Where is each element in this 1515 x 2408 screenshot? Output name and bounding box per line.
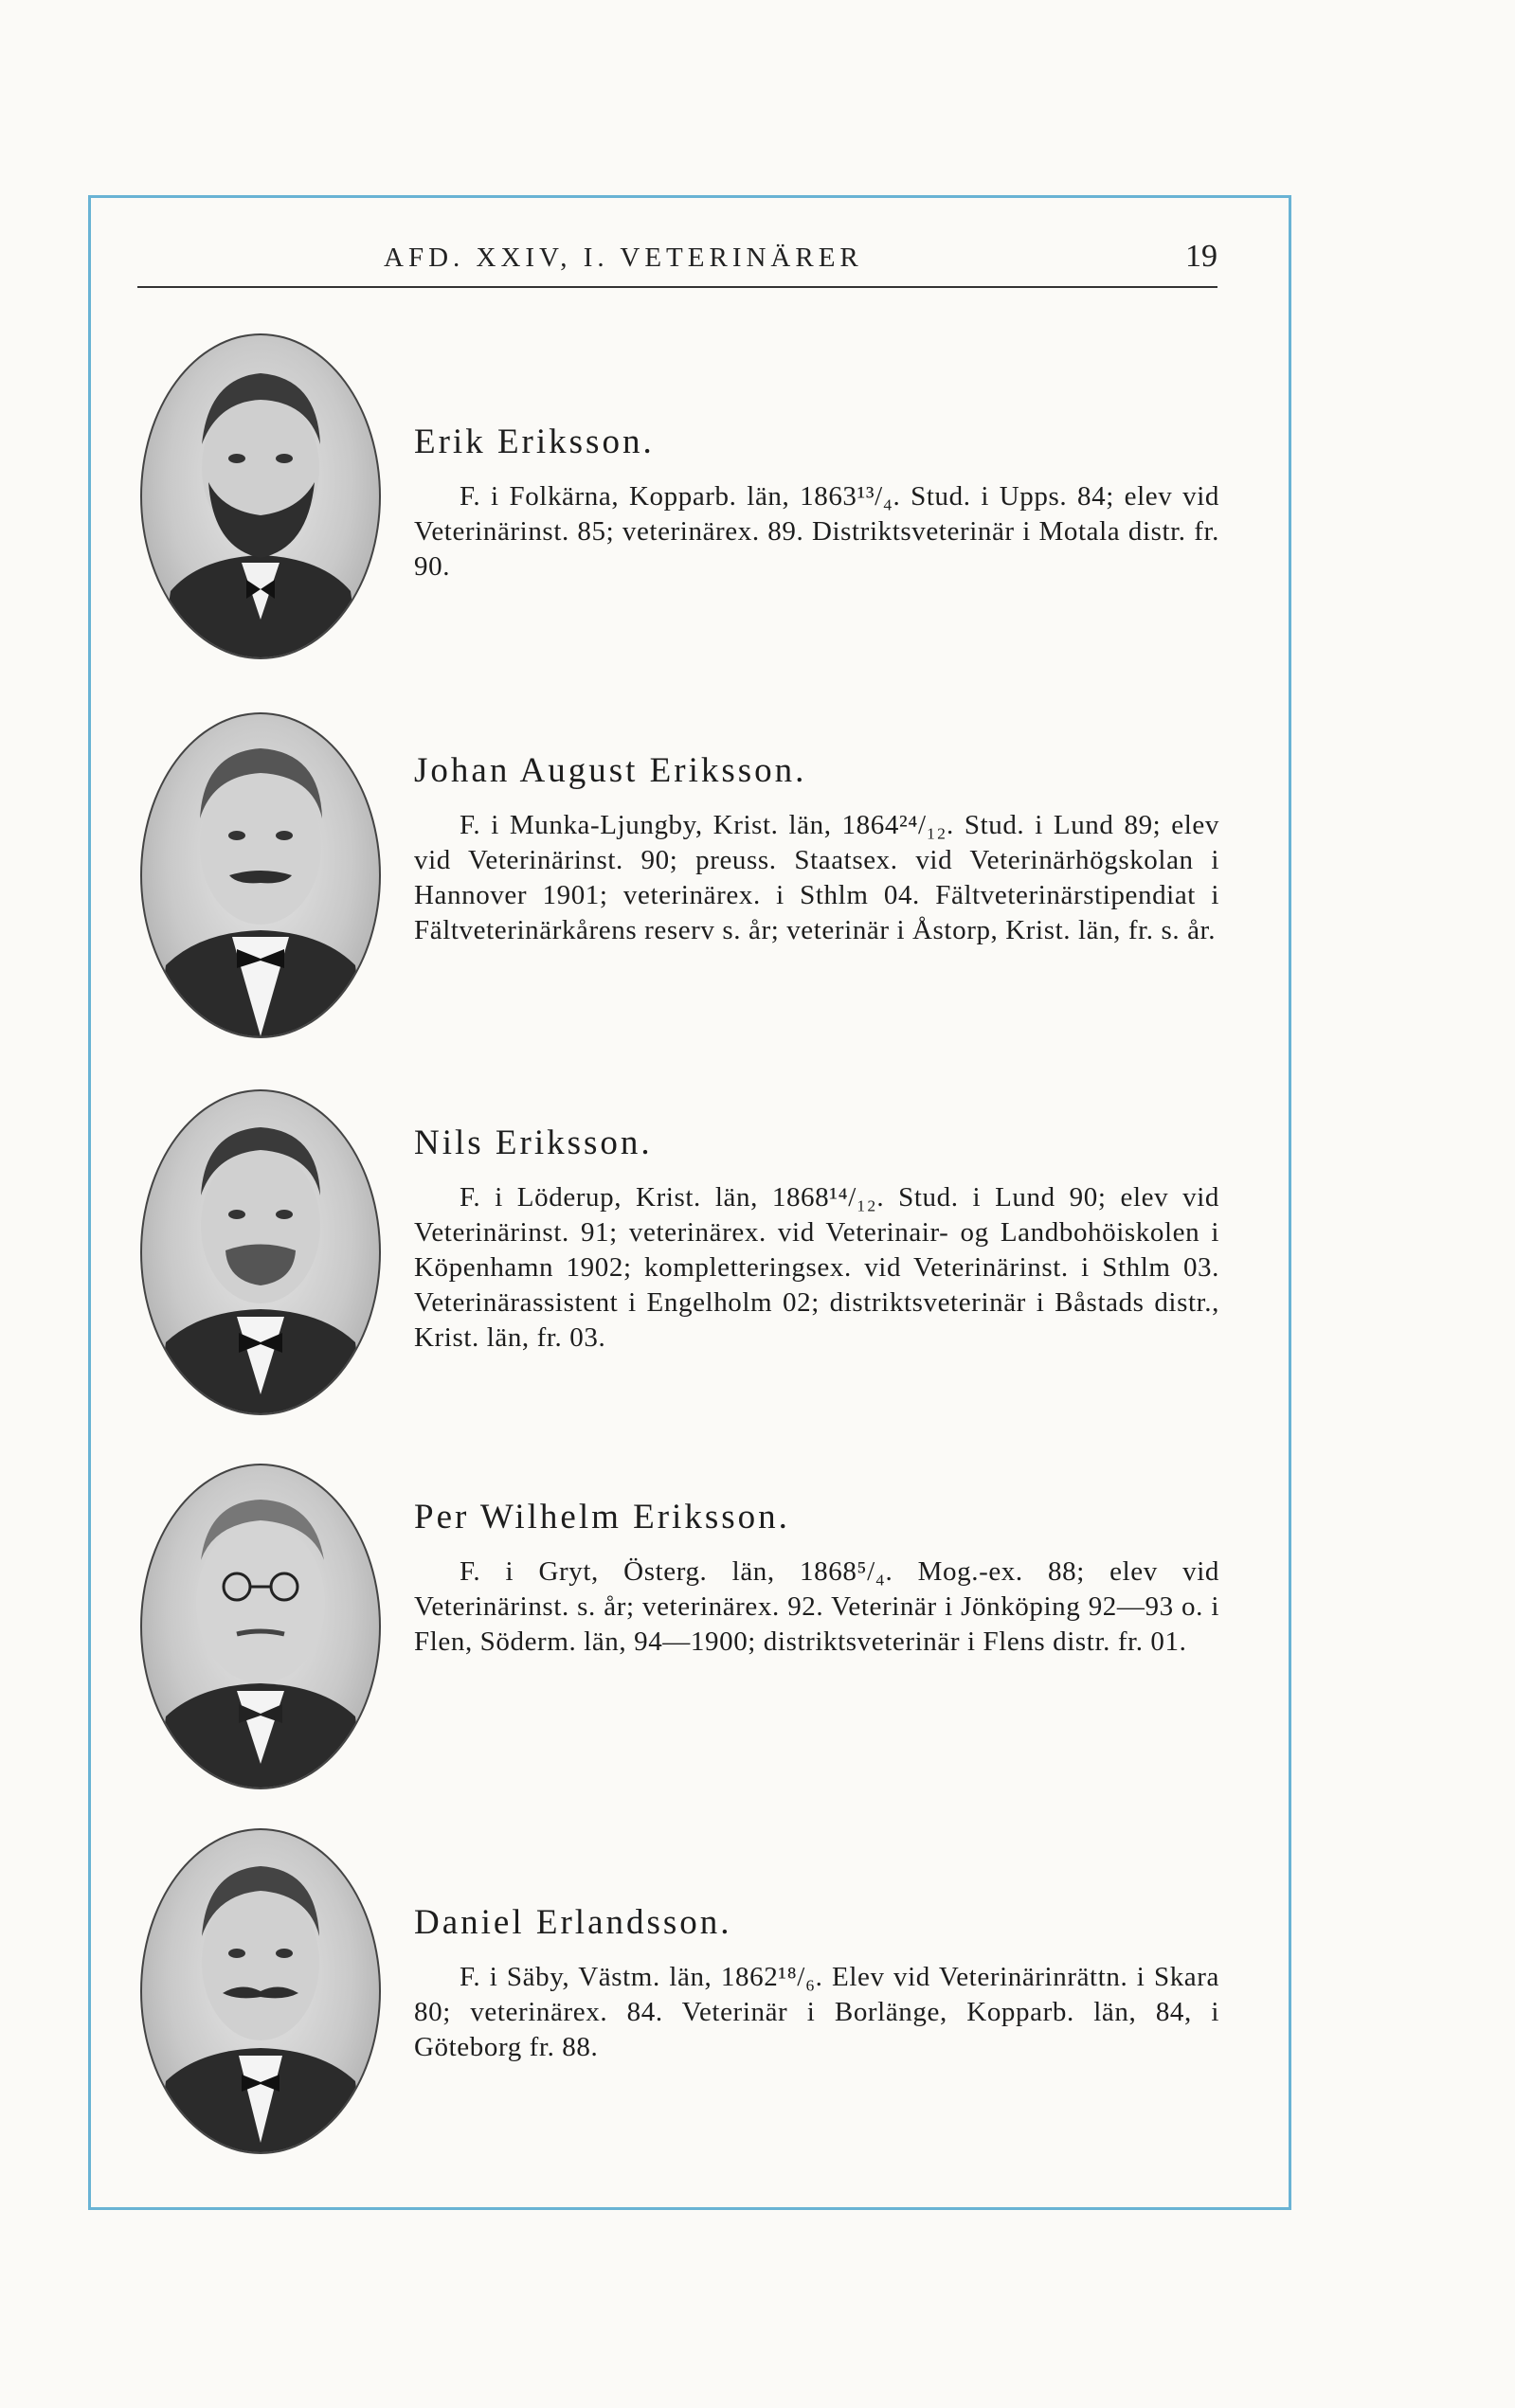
portrait-photo (140, 1464, 381, 1789)
portrait-illustration (142, 1830, 379, 2152)
entry-text (414, 750, 1219, 948)
person-bio: F. i Säby, Västm. län, 1862¹⁸/₆. Elev vid Veterinärinrättn. i Skara 80; veterinärex. 84. Veterinär i Borlänge, Kopparb. län, 84, i Göteborg fr. 88. (414, 1962, 1219, 2063)
person-bio: F. i Munka-Ljungby, Krist. län, 1864²⁴/₁₂. Stud. i Lund 89; elev vid Veterinärinst. 90; preuss. Staatsex. vid Veterinärhögskolan i Hannover 1901; veterinärex. i Sthlm 04. Fältveterinärstipendiat i Fältveterinärkårens reserv s. år; veterinär i Åstorp, Krist. län, fr. s. år. (414, 810, 1219, 946)
portrait-photo (140, 1089, 381, 1415)
person-name: Nils Eriksson. (414, 1123, 653, 1162)
person-name: Daniel Erlandsson. (414, 1903, 732, 1942)
entry-text (414, 1902, 1219, 2065)
person-name: Erik Eriksson. (414, 422, 655, 461)
person-bio: F. i Löderup, Krist. län, 1868¹⁴/₁₂. Stud. i Lund 90; elev vid Veterinärinst. 91; veterinärex. vid Veterinair- og Landbohöiskolen i Köpenhamn 1902; kompletteringsex. vid Veterinärinst. i Sthlm 03. Veterinärassistent i Engelholm 02; distriktsveterinär i Båstads distr., Krist. län, fr. 03. (414, 1182, 1219, 1354)
portrait-photo (140, 333, 381, 659)
entry-text (414, 422, 1219, 584)
page-number: 19 (1185, 239, 1217, 274)
portrait-illustration (142, 335, 379, 657)
portrait-illustration (142, 714, 379, 1036)
entry-text (414, 1123, 1219, 1357)
person-name: Johan August Eriksson. (414, 751, 807, 790)
running-head: AFD. XXIV, I. VETERINÄRER (384, 243, 863, 273)
portrait-illustration (142, 1091, 379, 1413)
entry-text (414, 1497, 1219, 1660)
person-bio: F. i Folkärna, Kopparb. län, 1863¹³/₄. Stud. i Upps. 84; elev vid Veterinärinst. 85; veterinärex. 89. Distriktsveterinär i Motala distr. fr. 90. (414, 481, 1219, 583)
portrait-photo (140, 712, 381, 1038)
portrait-photo (140, 1828, 381, 2154)
person-name: Per Wilhelm Eriksson. (414, 1498, 790, 1536)
portrait-illustration (142, 1465, 379, 1788)
person-bio: F. i Gryt, Österg. län, 1868⁵/₄. Mog.-ex. 88; elev vid Veterinärinst. s. år; veterinärex. 92. Veterinär i Jönköping 92—93 o. i Flen, Söderm. län, 94—1900; distriktsveterinär i Flens distr. fr. 01. (414, 1556, 1219, 1658)
page-header (137, 239, 1217, 288)
